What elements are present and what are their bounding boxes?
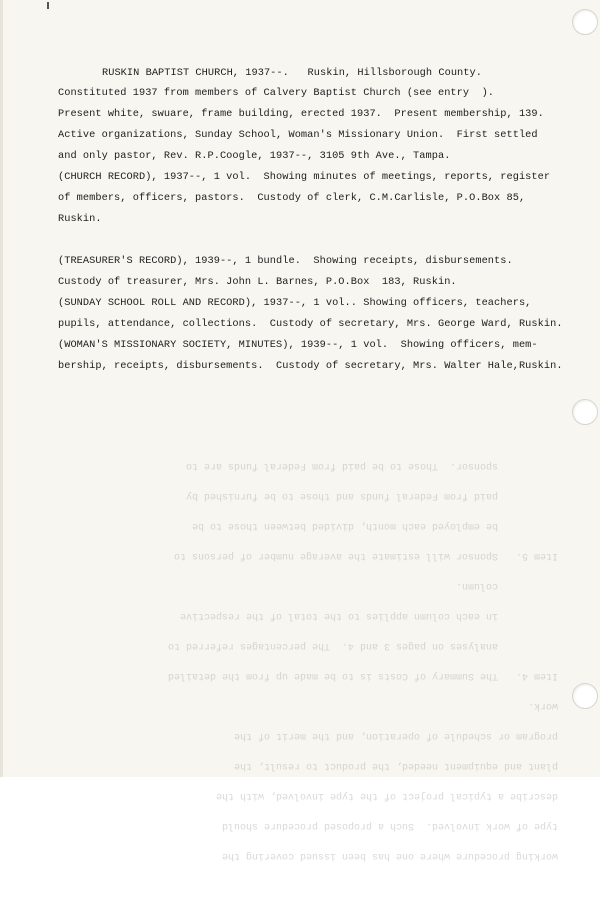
margin-mark bbox=[47, 2, 49, 9]
church-heading: RUSKIN BAPTIST CHURCH, 1937--. Ruskin, Hillsborough County. bbox=[102, 67, 482, 79]
missionary-society-entry: (WOMAN'S MISSIONARY SOCIETY, MINUTES), 1939--, 1 vol. Showing officers, mem- bbox=[58, 339, 538, 351]
sunday-school-record-entry: (SUNDAY SCHOOL ROLL AND RECORD), 1937--, 1 vol.. Showing officers, teachers, bbox=[58, 297, 532, 309]
punch-hole-top bbox=[572, 9, 598, 35]
body-line-6: of members, officers, pastors. Custody of clerk, C.M.Carlisle, P.O.Box 85, bbox=[58, 192, 526, 204]
punch-hole-middle bbox=[572, 399, 598, 425]
body-line-9: Custody of treasurer, Mrs. John L. Barnes, P.O.Box 183, Ruskin. bbox=[58, 276, 457, 288]
body-line-4: and only pastor, Rev. R.P.Coogle, 1937--, 3105 9th Ave., Tampa. bbox=[58, 150, 451, 162]
treasurer-record-entry: (TREASURER'S RECORD), 1939--, 1 bundle. Showing receipts, disbursements. bbox=[58, 255, 513, 267]
body-line-3: Active organizations, Sunday School, Woman's Missionary Union. First settled bbox=[58, 129, 538, 141]
bleed-through-text: working procedure where one has been issued covering the type of work involved. Such a proposed procedure should describe a typical project of the type involved, with the plant and equipment needed, the product to result, the program or schedule of operation, and the merit of the work. Item 4. The Summary of Costs is to be made up from the detailed analyses on pages 3 and 4. The percentages referred to in each column applies to the total of the respective column. Item 5. Sponsor will estimate the average number of persons to be employed each month, divided between those to be paid from Federal funds and those to be furnished by sponsor. Those to be paid from Federal funds are to bbox=[167, 460, 558, 861]
body-line-7: Ruskin. bbox=[58, 213, 102, 225]
church-record-entry: (CHURCH RECORD), 1937--, 1 vol. Showing minutes of meetings, reports, register bbox=[58, 171, 551, 183]
body-line-1: Constituted 1937 from members of Calvery Baptist Church (see entry ). bbox=[58, 87, 495, 99]
body-line-13: bership, receipts, disbursements. Custody of secretary, Mrs. Walter Hale,Ruskin. bbox=[58, 360, 563, 372]
body-line-2: Present white, swuare, frame building, erected 1937. Present membership, 139. bbox=[58, 108, 544, 120]
body-line-11: pupils, attendance, collections. Custody of secretary, Mrs. George Ward, Ruskin. bbox=[58, 318, 563, 330]
punch-hole-bottom bbox=[572, 683, 598, 709]
